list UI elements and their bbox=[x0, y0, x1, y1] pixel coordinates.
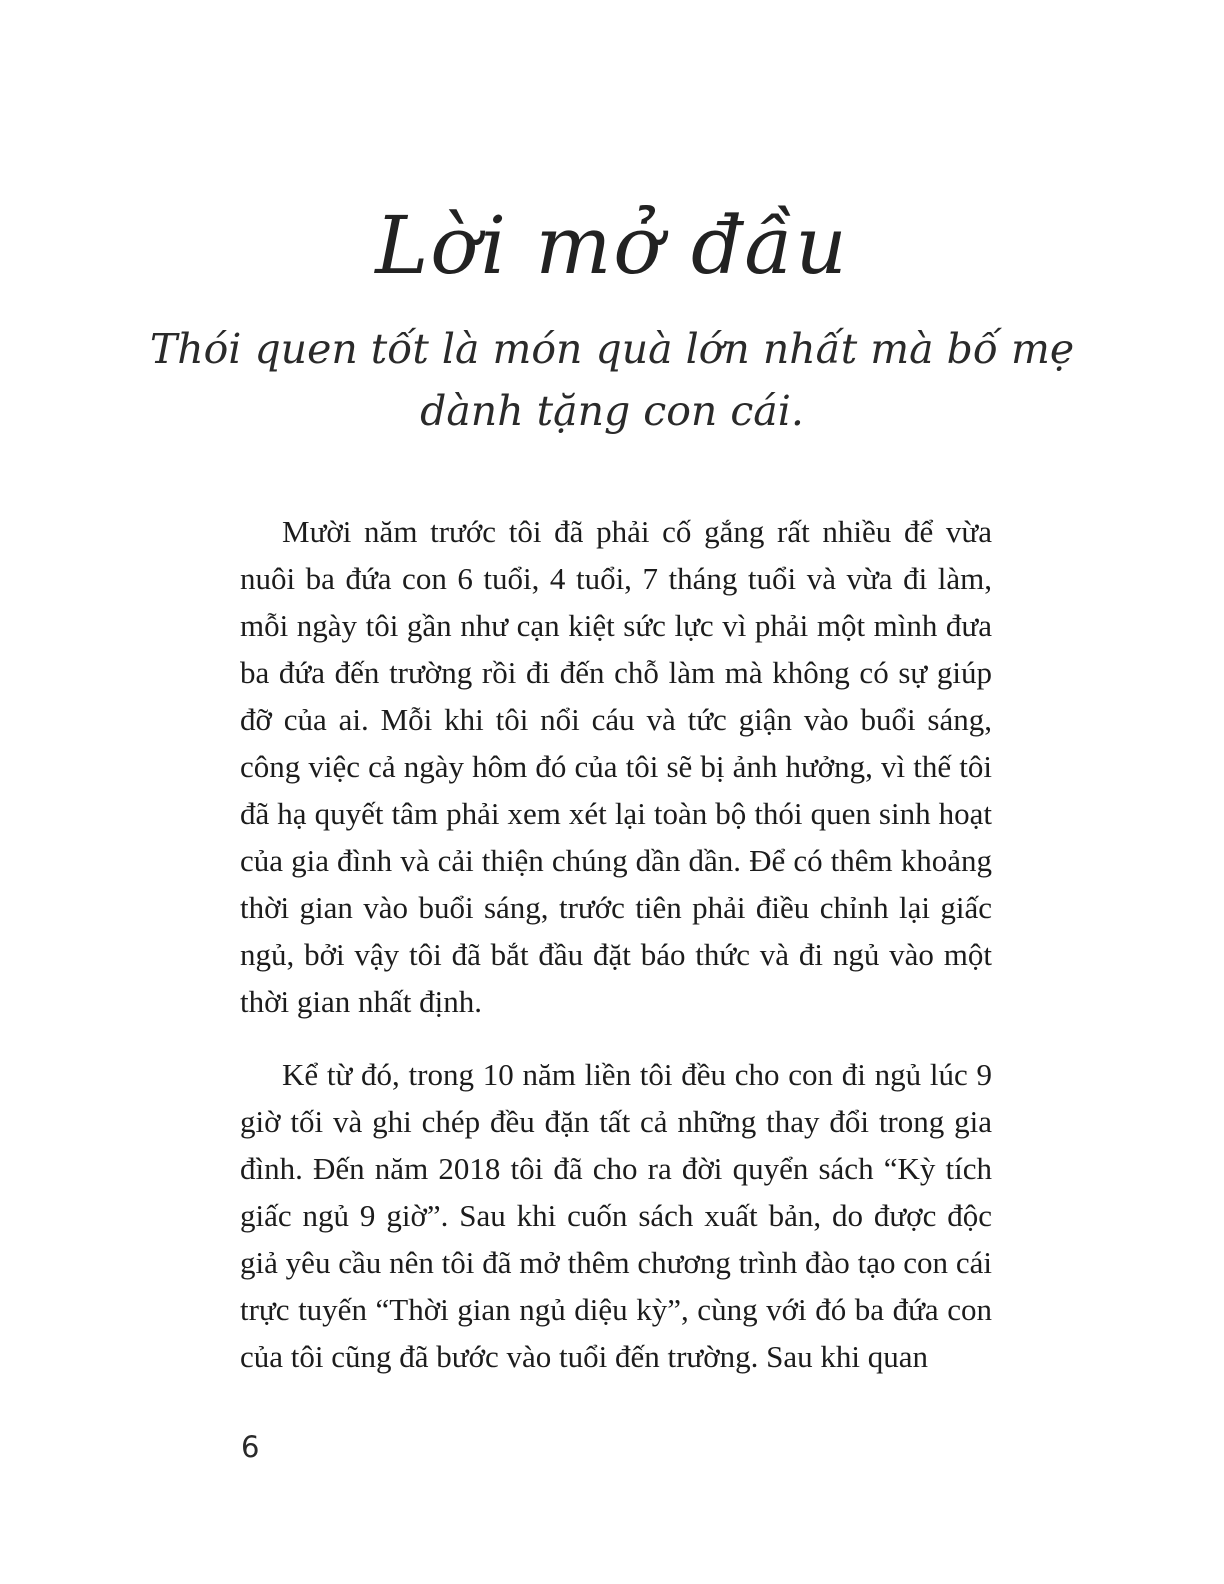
subtitle-line-2: dành tặng con cái. bbox=[420, 387, 804, 435]
page-number: 6 bbox=[241, 1430, 260, 1464]
paragraph-1: Mười năm trước tôi đã phải cố gắng rất nhiều để vừa nuôi ba đứa con 6 tuổi, 4 tuổi, 7 tháng tuổi và vừa đi làm, mỗi ngày tôi gần như cạn kiệt sức lực vì phải một mình đưa ba đứa đến trường rồi đi đến chỗ làm mà không có sự giúp đỡ của ai. Mỗi khi tôi nổi cáu và tức giận vào buổi sáng, công việc cả ngày hôm đó của tôi sẽ bị ảnh hưởng, vì thế tôi đã hạ quyết tâm phải xem xét lại toàn bộ thói quen sinh hoạt của gia đình và cải thiện chúng dần dần. Để có thêm khoảng thời gian vào buổi sáng, trước tiên phải điều chỉnh lại giấc ngủ, bởi vậy tôi đã bắt đầu đặt báo thức và đi ngủ vào một thời gian nhất định. bbox=[240, 514, 992, 1019]
subtitle-line-1: Thói quen tốt là món quà lớn nhất mà bố mẹ bbox=[149, 325, 1075, 373]
chapter-subtitle bbox=[0, 318, 1224, 442]
paragraph-2: Kể từ đó, trong 10 năm liền tôi đều cho con đi ngủ lúc 9 giờ tối và ghi chép đều đặn tất cả những thay đổi trong gia đình. Đến năm 2018 tôi đã cho ra đời quyển sách “Kỳ tích giấc ngủ 9 giờ”. Sau khi cuốn sách xuất bản, do được độc giả yêu cầu nên tôi đã mở thêm chương trình đào tạo con cái trực tuyến “Thời gian ngủ diệu kỳ”, cùng với đó ba đứa con của tôi cũng đã bước vào tuổi đến trường. Sau khi quan bbox=[240, 1057, 992, 1374]
chapter-title: Lời mở đầu bbox=[375, 198, 849, 292]
body-text bbox=[240, 508, 992, 1380]
